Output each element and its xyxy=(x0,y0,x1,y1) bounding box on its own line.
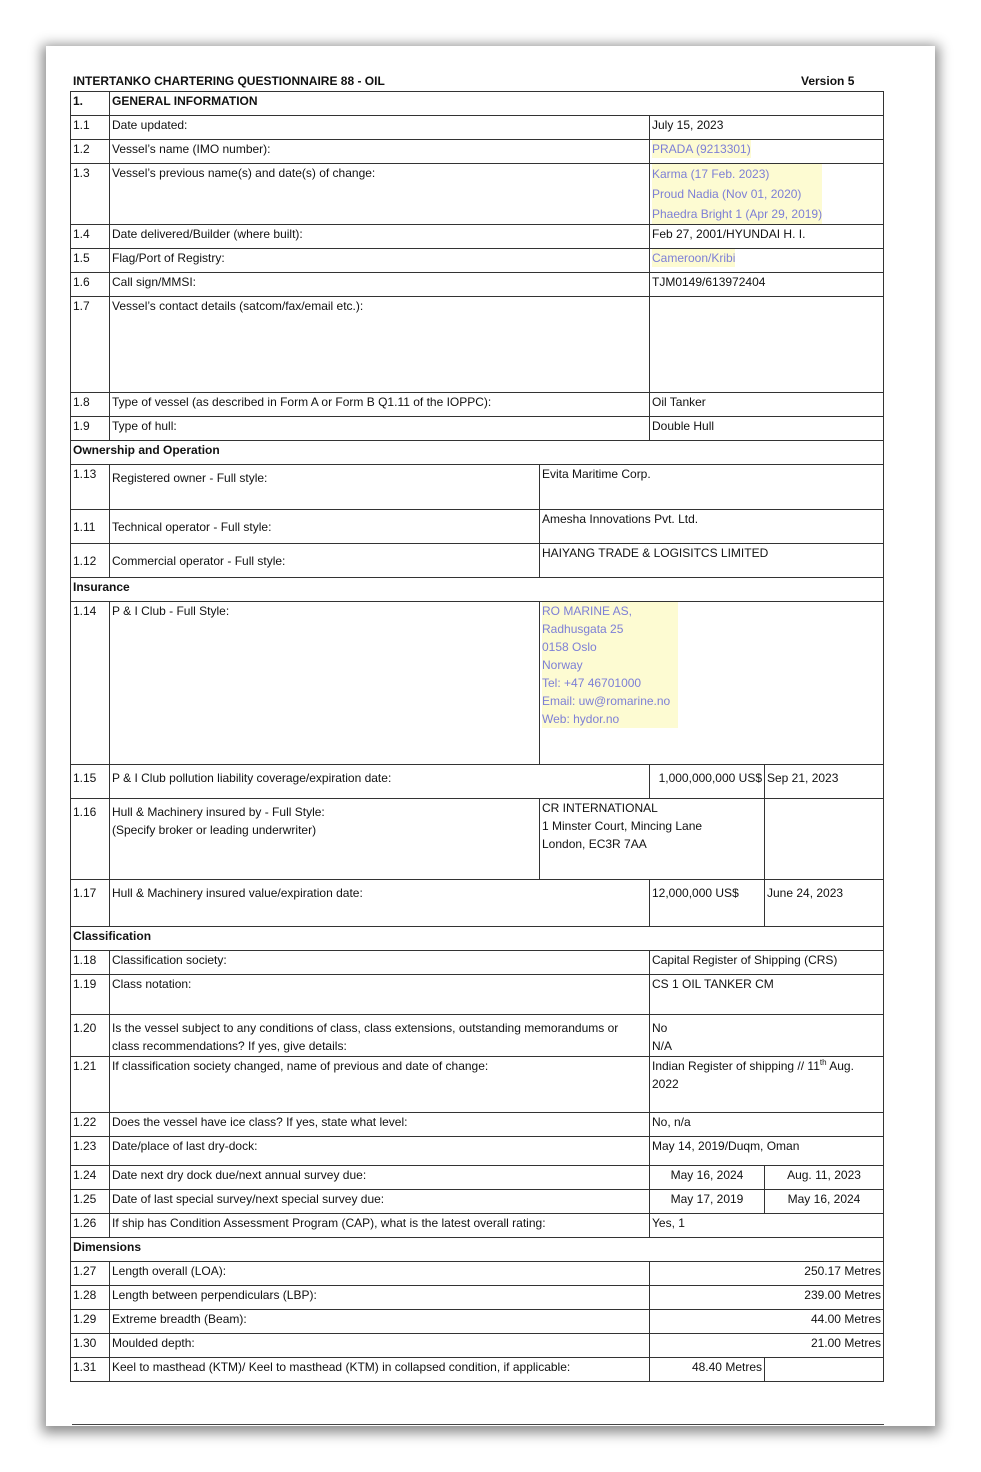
row-label-line: Hull & Machinery insured by - Full Style: xyxy=(112,805,325,819)
moulded-depth-value: 21.00 Metres xyxy=(650,1334,884,1358)
loa-value: 250.17 Metres xyxy=(650,1262,884,1286)
pi-club-address xyxy=(542,602,678,728)
section-number: 1. xyxy=(71,92,110,116)
hm-value: 12,000,000 US$ xyxy=(650,880,765,927)
address-line: Radhusgata 25 xyxy=(542,622,624,636)
row-1-5 xyxy=(71,249,884,273)
row-number: 1.30 xyxy=(71,1334,110,1358)
row-label-line: (Specify broker or leading underwriter) xyxy=(112,823,317,837)
row-label: Moulded depth: xyxy=(110,1334,650,1358)
row-1-26 xyxy=(71,1214,884,1238)
row-1-9 xyxy=(71,417,884,441)
ownership-section-header xyxy=(71,441,884,465)
row-number: 1.20 xyxy=(71,1015,110,1057)
ktm-value: 48.40 Metres xyxy=(650,1358,765,1382)
class-notation-value: CS 1 OIL TANKER CM xyxy=(650,975,884,1015)
registered-owner-value: Evita Maritime Corp. xyxy=(540,465,884,510)
row-label: Extreme breadth (Beam): xyxy=(110,1310,650,1334)
row-1-25 xyxy=(71,1190,884,1214)
row-label: Vessel’s contact details (satcom/fax/email etc.): xyxy=(110,297,650,393)
row-1-20 xyxy=(71,1015,884,1057)
hm-insurer-cell xyxy=(540,799,765,880)
row-number: 1.7 xyxy=(71,297,110,393)
row-label: Type of vessel (as described in Form A or Form B Q1.11 of the IOPPC): xyxy=(110,393,650,417)
technical-operator-value: Amesha Innovations Pvt. Ltd. xyxy=(540,510,884,544)
row-label xyxy=(110,1015,650,1057)
vessel-name-cell xyxy=(650,140,884,164)
class-conditions-answer: No xyxy=(652,1021,668,1035)
row-number: 1.3 xyxy=(71,164,110,225)
row-label: Commercial operator - Full style: xyxy=(110,544,540,578)
row-1-31 xyxy=(71,1358,884,1382)
row-number: 1.24 xyxy=(71,1166,110,1190)
row-label: Hull & Machinery insured value/expiration date: xyxy=(110,880,650,927)
dimensions-section-header xyxy=(71,1238,884,1262)
row-1-27 xyxy=(71,1262,884,1286)
cap-rating-value: Yes, 1 xyxy=(650,1214,884,1238)
row-1-11 xyxy=(71,510,884,544)
general-information-table xyxy=(70,91,884,1382)
row-label: If ship has Condition Assessment Program (CAP), what is the latest overall rating: xyxy=(110,1214,650,1238)
contact-details-value xyxy=(650,297,884,393)
row-1-12 xyxy=(71,544,884,578)
section-title: Ownership and Operation xyxy=(71,441,884,465)
row-1-30 xyxy=(71,1334,884,1358)
address-line: RO MARINE AS, xyxy=(542,604,633,618)
row-1-7 xyxy=(71,297,884,393)
previous-class-value xyxy=(652,1057,881,1075)
row-1-1 xyxy=(71,116,884,140)
row-label: Date/place of last dry-dock: xyxy=(110,1137,650,1166)
row-number: 1.18 xyxy=(71,951,110,975)
row-label: Date delivered/Builder (where built): xyxy=(110,225,650,249)
row-label: Class notation: xyxy=(110,975,650,1015)
vessel-name-value: PRADA (9213301) xyxy=(652,142,751,156)
row-label: Vessel’s previous name(s) and date(s) of change: xyxy=(110,164,650,225)
row-number: 1.28 xyxy=(71,1286,110,1310)
row-number: 1.29 xyxy=(71,1310,110,1334)
hm-expiration: June 24, 2023 xyxy=(765,880,884,927)
row-number: 1.5 xyxy=(71,249,110,273)
section-title: GENERAL INFORMATION xyxy=(110,92,884,116)
previous-names-list xyxy=(652,164,822,224)
previous-class-name: Indian Register of shipping // 11 xyxy=(652,1059,820,1073)
row-label: Call sign/MMSI: xyxy=(110,273,650,297)
section-title: Insurance xyxy=(71,578,884,602)
classification-section-header xyxy=(71,927,884,951)
row-1-2 xyxy=(71,140,884,164)
pollution-expiration-value: Sep 21, 2023 xyxy=(765,765,884,799)
row-label: Length overall (LOA): xyxy=(110,1262,650,1286)
row-label: Date of last special survey/next special survey due: xyxy=(110,1190,650,1214)
row-number: 1.16 xyxy=(71,799,110,880)
address-line: Tel: +47 46701000 xyxy=(542,676,642,690)
footer-rule xyxy=(72,1424,884,1425)
pollution-coverage-value: 1,000,000,000 US$ xyxy=(650,765,765,799)
next-drydock-value: May 16, 2024 xyxy=(650,1166,765,1190)
commercial-operator-value: HAIYANG TRADE & LOGISITCS LIMITED xyxy=(540,544,884,578)
row-1-14 xyxy=(71,602,884,765)
row-1-28 xyxy=(71,1286,884,1310)
row-number: 1.14 xyxy=(71,602,110,765)
previous-class-month: Aug. xyxy=(826,1059,854,1073)
row-1-19 xyxy=(71,975,884,1015)
row-number: 1.23 xyxy=(71,1137,110,1166)
row-label: Technical operator - Full style: xyxy=(110,510,540,544)
version-label: Version 5 xyxy=(801,74,855,88)
row-number: 1.22 xyxy=(71,1113,110,1137)
class-society-value: Capital Register of Shipping (CRS) xyxy=(650,951,884,975)
row-label: Type of hull: xyxy=(110,417,650,441)
row-label: Keel to masthead (KTM)/ Keel to masthead (KTM) in collapsed condition, if applicable: xyxy=(110,1358,650,1382)
next-special-survey-value: May 16, 2024 xyxy=(765,1190,884,1214)
section-title: Dimensions xyxy=(71,1238,884,1262)
row-label: Flag/Port of Registry: xyxy=(110,249,650,273)
beam-value: 44.00 Metres xyxy=(650,1310,884,1334)
row-1-21 xyxy=(71,1057,884,1113)
next-annual-survey-value: Aug. 11, 2023 xyxy=(765,1166,884,1190)
flag-port-value: Cameroon/Kribi xyxy=(652,251,736,265)
row-number: 1.9 xyxy=(71,417,110,441)
section-1-header xyxy=(71,92,884,116)
call-sign-value: TJM0149/613972404 xyxy=(650,273,884,297)
row-label xyxy=(110,799,540,880)
row-label: Date updated: xyxy=(110,116,650,140)
section-title: Classification xyxy=(71,927,884,951)
hull-type-value: Double Hull xyxy=(650,417,884,441)
class-conditions-details: N/A xyxy=(652,1039,673,1053)
previous-names-cell xyxy=(650,164,884,225)
ktm-collapsed-value xyxy=(765,1358,884,1382)
row-number: 1.4 xyxy=(71,225,110,249)
row-number: 1.21 xyxy=(71,1057,110,1113)
row-label: Does the vessel have ice class? If yes, state what level: xyxy=(110,1113,650,1137)
insurer-line: CR INTERNATIONAL xyxy=(542,801,658,815)
row-1-22 xyxy=(71,1113,884,1137)
row-label: P & I Club pollution liability coverage/expiration date: xyxy=(110,765,650,799)
pi-club-cell xyxy=(540,602,884,765)
row-number: 1.25 xyxy=(71,1190,110,1214)
flag-cell xyxy=(650,249,884,273)
row-label: Vessel’s name (IMO number): xyxy=(110,140,650,164)
address-line: Web: hydor.no xyxy=(542,712,620,726)
row-number: 1.19 xyxy=(71,975,110,1015)
row-label: Classification society: xyxy=(110,951,650,975)
row-label: If classification society changed, name of previous and date of change: xyxy=(110,1057,650,1113)
row-label: Length between perpendiculars (LBP): xyxy=(110,1286,650,1310)
row-1-6 xyxy=(71,273,884,297)
row-1-3 xyxy=(71,164,884,225)
empty-cell xyxy=(765,799,884,880)
row-1-18 xyxy=(71,951,884,975)
row-number: 1.27 xyxy=(71,1262,110,1286)
row-label: Date next dry dock due/next annual survey due: xyxy=(110,1166,650,1190)
lbp-value: 239.00 Metres xyxy=(650,1286,884,1310)
row-label-line: class recommendations? If yes, give details: xyxy=(112,1039,347,1053)
vessel-type-value: Oil Tanker xyxy=(650,393,884,417)
class-conditions-cell xyxy=(650,1015,884,1057)
row-number: 1.13 xyxy=(71,465,110,510)
row-1-29 xyxy=(71,1310,884,1334)
insurer-line: London, EC3R 7AA xyxy=(542,837,647,851)
delivered-builder-value: Feb 27, 2001/HYUNDAI H. I. xyxy=(650,225,884,249)
row-number: 1.2 xyxy=(71,140,110,164)
last-special-survey-value: May 17, 2019 xyxy=(650,1190,765,1214)
questionnaire-title: INTERTANKO CHARTERING QUESTIONNAIRE 88 - OIL xyxy=(73,74,385,88)
row-number: 1.26 xyxy=(71,1214,110,1238)
row-1-24 xyxy=(71,1166,884,1190)
ice-class-value: No, n/a xyxy=(650,1113,884,1137)
row-label: Registered owner - Full style: xyxy=(110,465,540,510)
date-updated-value: July 15, 2023 xyxy=(650,116,884,140)
row-label: P & I Club - Full Style: xyxy=(110,602,540,765)
previous-name: Phaedra Bright 1 (Apr 29, 2019) xyxy=(652,207,823,221)
row-1-4 xyxy=(71,225,884,249)
row-number: 1.8 xyxy=(71,393,110,417)
ordinal-suffix: th xyxy=(819,1058,827,1067)
row-number: 1.17 xyxy=(71,880,110,927)
row-1-13 xyxy=(71,465,884,510)
row-number: 1.1 xyxy=(71,116,110,140)
row-1-23 xyxy=(71,1137,884,1166)
previous-class-year: 2022 xyxy=(652,1077,679,1091)
insurer-line: 1 Minster Court, Mincing Lane xyxy=(542,819,703,833)
last-drydock-value: May 14, 2019/Duqm, Oman xyxy=(650,1137,884,1166)
insurance-section-header xyxy=(71,578,884,602)
row-number: 1.6 xyxy=(71,273,110,297)
address-line: 0158 Oslo xyxy=(542,640,597,654)
row-number: 1.11 xyxy=(71,510,110,544)
row-1-15 xyxy=(71,765,884,799)
address-line: Email: uw@romarine.no xyxy=(542,694,671,708)
row-number: 1.31 xyxy=(71,1358,110,1382)
previous-name: Proud Nadia (Nov 01, 2020) xyxy=(652,187,802,201)
row-1-16 xyxy=(71,799,884,880)
row-number: 1.12 xyxy=(71,544,110,578)
row-1-8 xyxy=(71,393,884,417)
row-label-line: Is the vessel subject to any conditions of class, class extensions, outstanding memorandums or xyxy=(112,1021,619,1035)
previous-class-cell xyxy=(650,1057,884,1113)
row-1-17 xyxy=(71,880,884,927)
row-number: 1.15 xyxy=(71,765,110,799)
address-line: Norway xyxy=(542,658,583,672)
document-page xyxy=(46,46,935,1426)
previous-name: Karma (17 Feb. 2023) xyxy=(652,167,770,181)
